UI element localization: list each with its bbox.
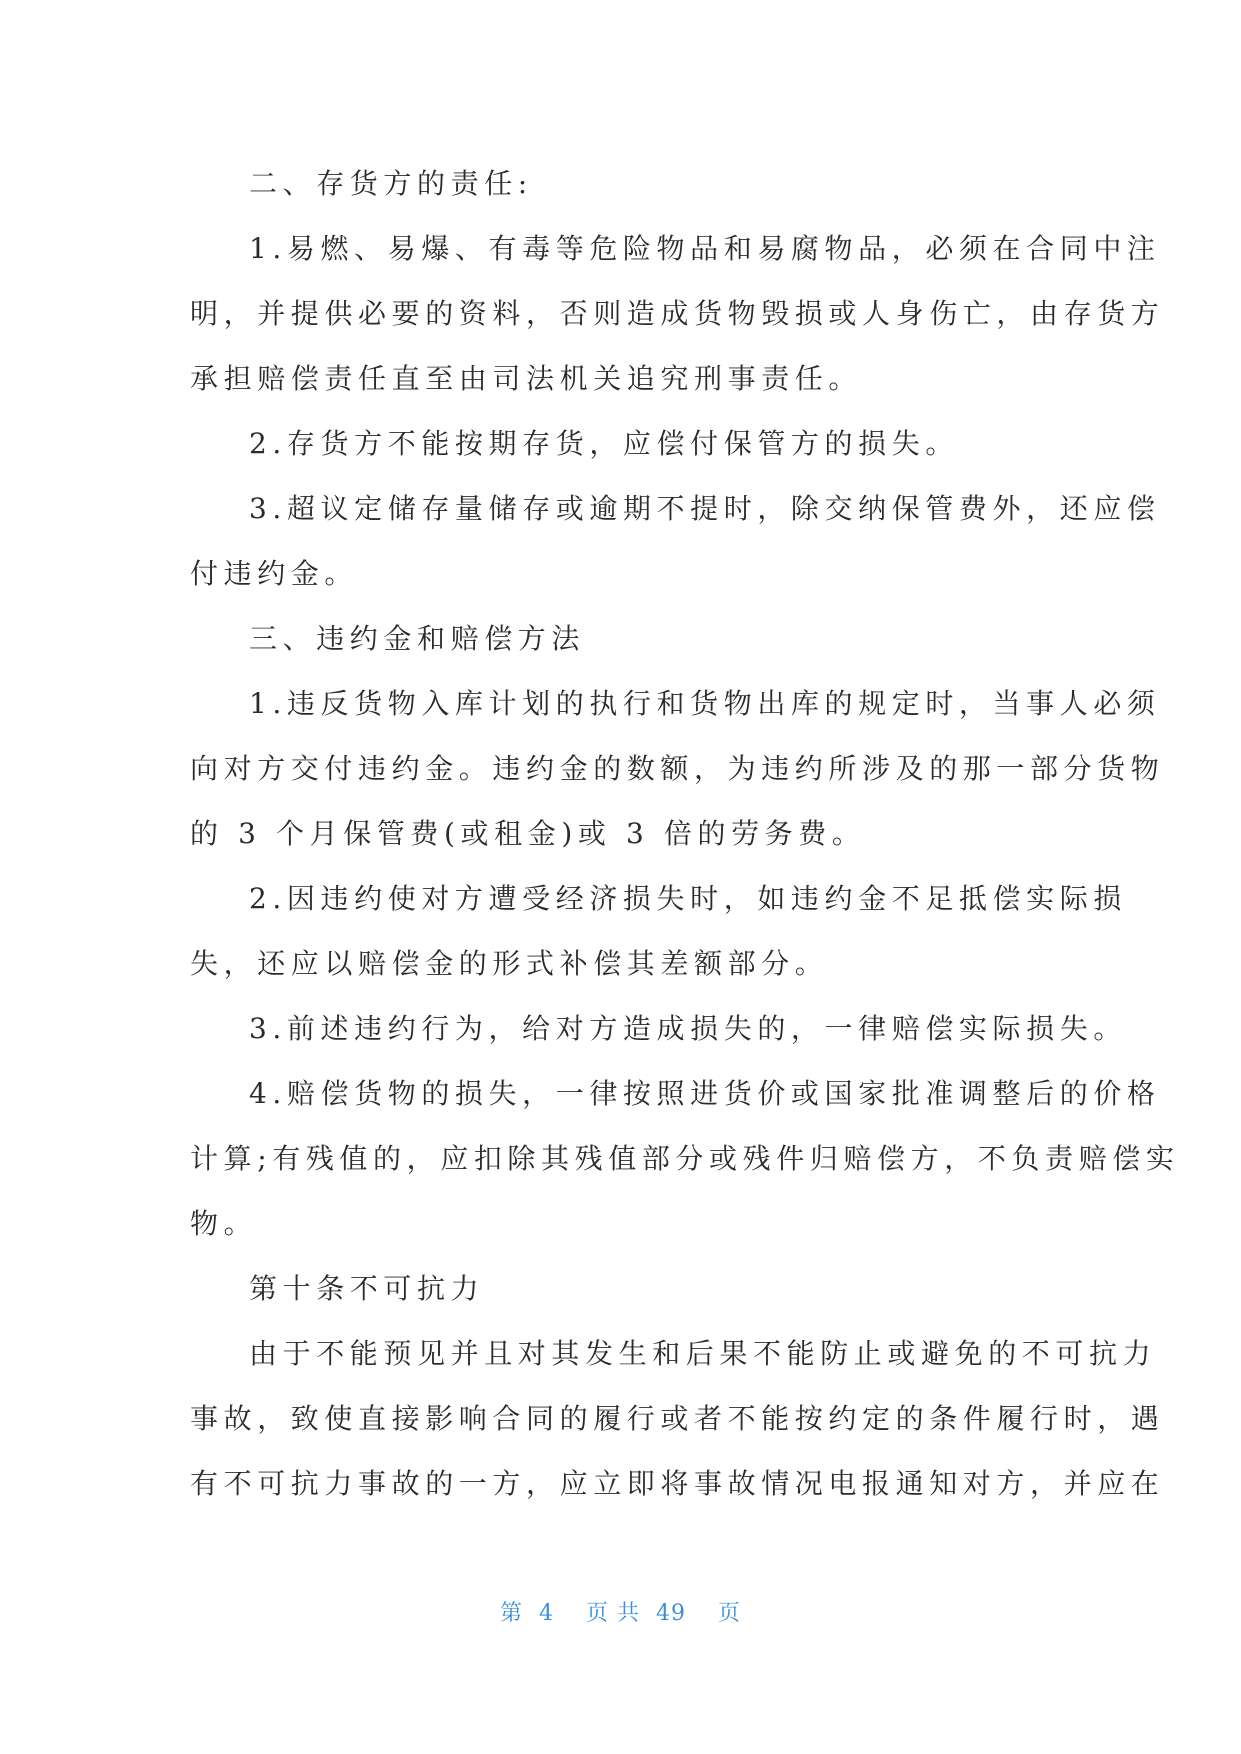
paragraph-line: 1.易燃、易爆、有毒等危险物品和易腐物品，必须在合同中注 xyxy=(249,232,1161,265)
paragraph-line: 1.违反货物入库计划的执行和货物出库的规定时，当事人必须 xyxy=(249,687,1161,720)
paragraph-line: 2.因违约使对方遭受经济损失时，如违约金不足抵偿实际损 xyxy=(249,882,1127,915)
section-heading: 第十条不可抗力 xyxy=(249,1272,485,1305)
paragraph-line: 4.赔偿货物的损失，一律按照进货价或国家批准调整后的价格 xyxy=(249,1077,1161,1110)
paragraph-line: 付违约金。 xyxy=(190,557,359,590)
document-body xyxy=(190,151,1180,1516)
page-number-footer: 第 4 页 共 49 页 xyxy=(500,1601,741,1626)
paragraph-line: 3.前述违约行为，给对方造成损失的，一律赔偿实际损失。 xyxy=(249,1012,1127,1045)
paragraph-line: 失，还应以赔偿金的形式补偿其差额部分。 xyxy=(190,947,829,980)
paragraph-line: 计算;有残值的，应扣除其残值部分或残件归赔偿方，不负责赔偿实 xyxy=(190,1142,1180,1175)
paragraph-line: 有不可抗力事故的一方，应立即将事故情况电报通知对方，并应在 xyxy=(190,1467,1165,1500)
paragraph-line: 事故，致使直接影响合同的履行或者不能按约定的条件履行时，遇 xyxy=(190,1402,1165,1435)
paragraph-line: 3.超议定储存量储存或逾期不提时，除交纳保管费外，还应偿 xyxy=(249,492,1161,525)
paragraph-line: 承担赔偿责任直至由司法机关追究刑事责任。 xyxy=(190,362,863,395)
section-heading: 二、存货方的责任: xyxy=(249,167,533,200)
paragraph-line: 向对方交付违约金。违约金的数额，为违约所涉及的那一部分货物 xyxy=(190,752,1165,785)
paragraph-line: 明，并提供必要的资料，否则造成货物毁损或人身伤亡，由存货方 xyxy=(190,297,1165,330)
paragraph-line: 由于不能预见并且对其发生和后果不能防止或避免的不可抗力 xyxy=(249,1337,1157,1370)
paragraph-line: 的 3 个月保管费(或租金)或 3 倍的劳务费。 xyxy=(190,817,866,850)
paragraph-line: 物。 xyxy=(190,1207,258,1240)
section-heading: 三、违约金和赔偿方法 xyxy=(249,622,586,655)
paragraph-line: 2.存货方不能按期存货，应偿付保管方的损失。 xyxy=(249,427,959,460)
